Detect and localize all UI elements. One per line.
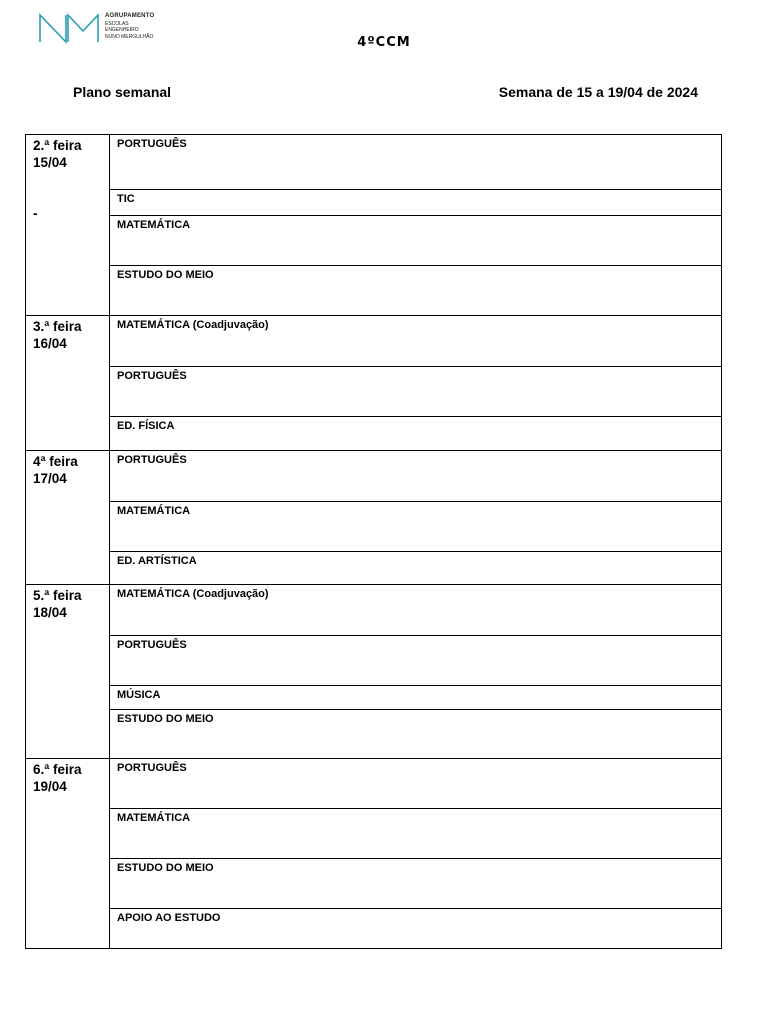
day-cell	[26, 135, 110, 315]
subject-list	[110, 135, 721, 315]
subject-cell: MATEMÁTICA	[110, 808, 721, 858]
day-date: 15/04	[33, 155, 67, 170]
logo-line-4: NUNO MERGULHÃO	[105, 33, 154, 40]
day-name: 6.ª feira	[33, 762, 82, 777]
subject-cell: ESTUDO DO MEIO	[110, 265, 721, 315]
subject-cell: MÚSICA	[110, 685, 721, 709]
subject-list	[110, 451, 721, 584]
subject-cell: MATEMÁTICA	[110, 215, 721, 265]
day-cell	[26, 316, 110, 450]
day-cell	[26, 585, 110, 758]
day-name: 3.ª feira	[33, 319, 82, 334]
day-row-friday	[26, 758, 721, 948]
subject-list	[110, 316, 721, 450]
subject-cell: PORTUGUÊS	[110, 366, 721, 416]
day-cell	[26, 451, 110, 584]
subject-cell: PORTUGUÊS	[117, 138, 187, 150]
subject-cell: ED. FÍSICA	[110, 416, 721, 450]
subject-cell: MATEMÁTICA	[110, 501, 721, 551]
schedule-table	[25, 134, 722, 949]
day-row-thursday	[26, 584, 721, 758]
day-name: 2.ª feira	[33, 138, 82, 153]
subject-cell: APOIO AO ESTUDO	[110, 908, 721, 948]
day-date: 16/04	[33, 336, 67, 351]
subject-cell: ESTUDO DO MEIO	[110, 709, 721, 758]
logo-line-3: ENGENHEIRO	[105, 27, 139, 34]
day-row-tuesday	[26, 315, 721, 450]
subject-list	[110, 585, 721, 758]
subject-cell: MATEMÁTICA (Coadjuvação)	[117, 319, 269, 331]
document-title: 4ºCCM	[357, 35, 411, 50]
day-note: -	[33, 206, 38, 221]
day-name: 5.ª feira	[33, 588, 82, 603]
day-cell	[26, 759, 110, 948]
week-label: Semana de 15 a 19/04 de 2024	[498, 84, 698, 100]
day-date: 17/04	[33, 471, 67, 486]
subject-cell: PORTUGUÊS	[117, 762, 187, 774]
day-date: 19/04	[33, 779, 67, 794]
subject-cell: ED. ARTÍSTICA	[110, 551, 721, 584]
subject-cell: PORTUGUÊS	[110, 635, 721, 685]
day-date: 18/04	[33, 605, 67, 620]
subject-cell: TIC	[110, 189, 721, 215]
day-name: 4ª feira	[33, 454, 78, 469]
subject-cell: PORTUGUÊS	[117, 454, 187, 466]
subject-cell: MATEMÁTICA (Coadjuvação)	[117, 588, 269, 600]
subject-list	[110, 759, 721, 948]
plan-label: Plano semanal	[73, 84, 172, 100]
day-row-wednesday	[26, 450, 721, 584]
logo-line-2: ESCOLAS	[105, 21, 129, 28]
subject-cell: ESTUDO DO MEIO	[110, 858, 721, 908]
logo-line-1: AGRUPAMENTO	[105, 13, 155, 19]
day-row-monday	[26, 135, 721, 315]
